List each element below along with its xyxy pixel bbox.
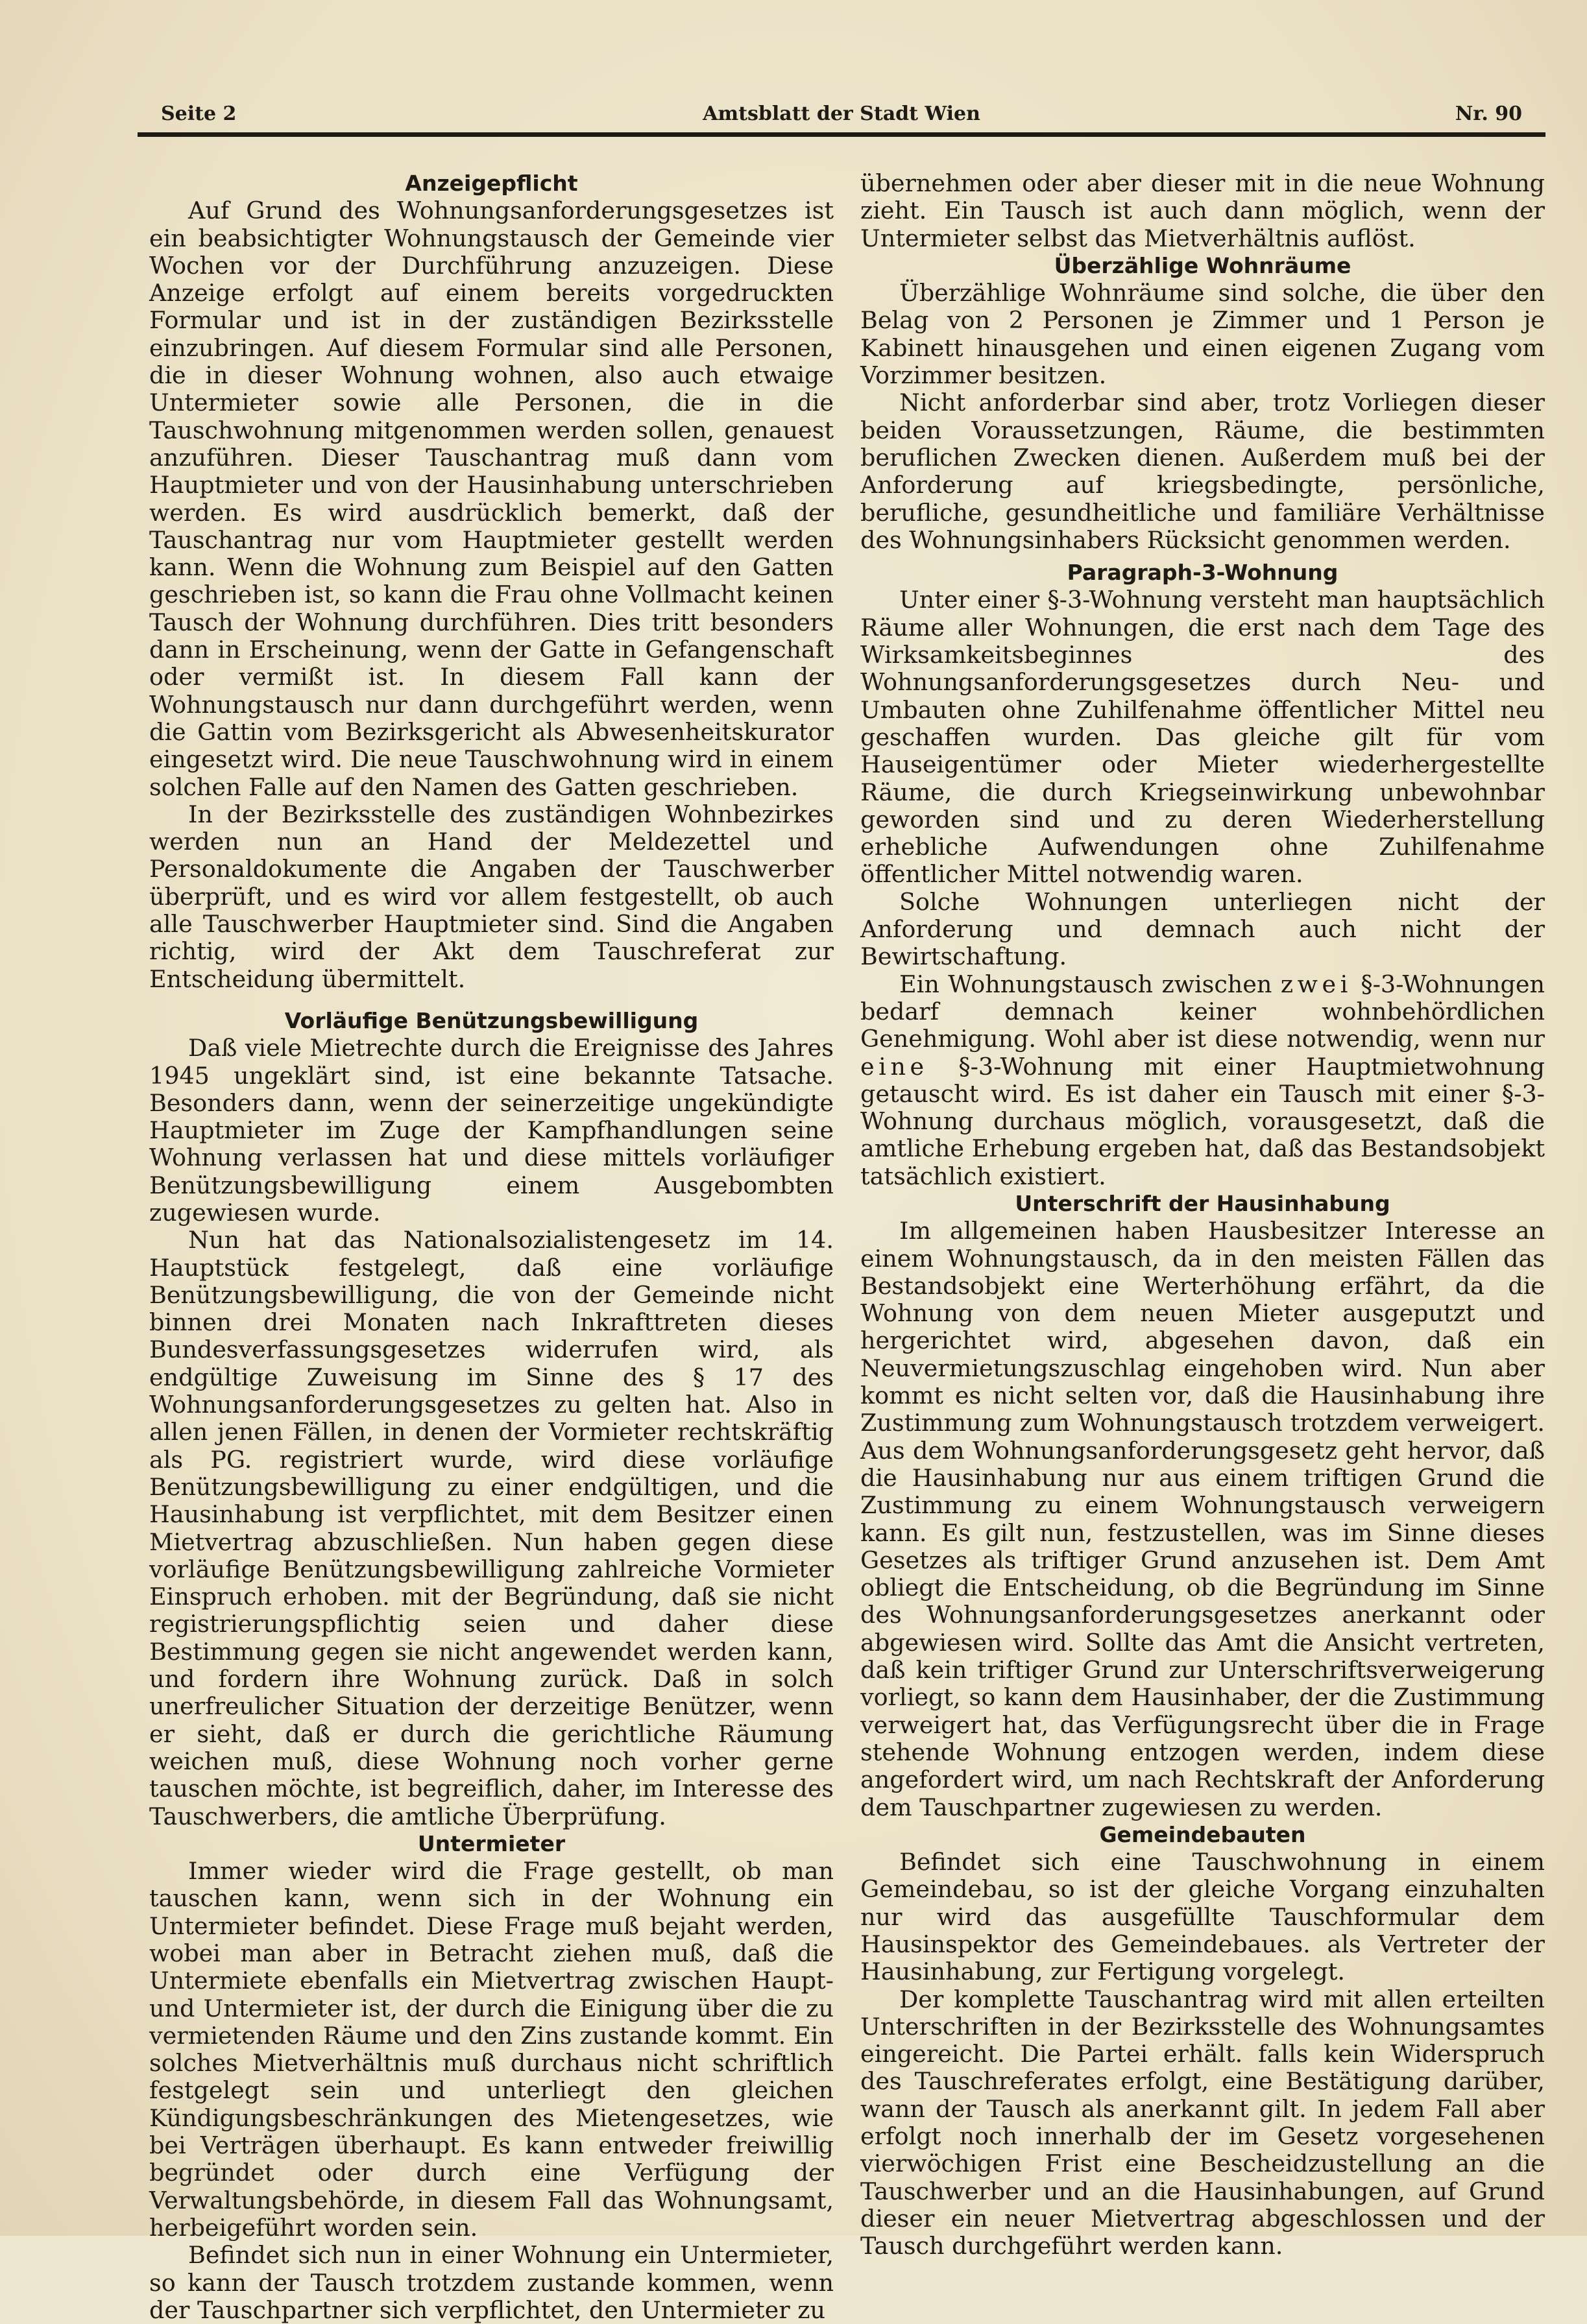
paragraph: Auf Grund des Wohnungsanforderungsgesetzes ist ein beabsichtigter Wohnungstausch der Gemeinde vier Wochen vor der Durchführung anzuzeigen. Diese Anzeige erfolgt auf einem bereits vorgedruckten Formular und ist in der zuständigen Bezirksstelle einzubringen. Auf diesem Formular sind alle Personen, die in dieser Wohnung wohnen, also auch etwaige Untermieter sowie alle Personen, die in die Tauschwohnung mitgenommen werden sollen, genauest anzuführen. Dieser Tauschantrag muß dann vom Hauptmieter und von der Hausinhabung unterschrieben werden. Es wird ausdrücklich bemerkt, daß der Tauschantrag nur vom Hauptmieter gestellt werden kann. Wenn die Wohnung zum Beispiel auf den Gatten geschrieben ist, so kann die Frau ohne Vollmacht keinen Tausch der Wohnung durchführen. Dies tritt besonders dann in Erscheinung, wenn der Gatte in Gefangenschaft oder vermißt ist. In diesem Fall kann der Wohnungstausch nur dann durchgeführt werden, wenn die Gattin vom Bezirksgericht als Abwesenheitskurator eingesetzt wird. Die neue Tauschwohnung wird in einem solchen Falle auf den Namen des Gatten geschrieben. <box>149 197 834 801</box>
heading-unterschrift-der-hausinhabung: Unterschrift der Hausinhabung <box>1015 1190 1390 1216</box>
heading-untermieter: Untermieter <box>417 1830 566 1856</box>
paragraph: Nicht anforderbar sind aber, trotz Vorliegen dieser beiden Voraussetzungen, Räume, die bestimmten beruflichen Zwecken dienen. Außerdem muß bei der Anforderung auf kriegsbedingte, persönliche, berufliche, gesundheitliche und familiäre Verhältnisse des Wohnungsinhabers Rücksicht genommen werden. <box>860 389 1545 554</box>
paragraph: Unter einer §-3-Wohnung versteht man hauptsächlich Räume aller Wohnungen, die erst nach dem Tage des Wirksamkeitsbeginnes des Wohnungsanforderungsgesetzes durch Neu- und Umbauten ohne Zuhilfenahme öffentlicher Mittel neu geschaffen wurden. Das gleiche gilt für vom Hauseigentümer oder Mieter wiederhergestellte Räume, die durch Kriegseinwirkung unbewohnbar geworden sind und zu deren Wiederherstellung erhebliche Aufwendungen ohne Zuhilfenahme öffentlicher Mittel notwendig waren. <box>860 586 1545 889</box>
right-column <box>860 170 1545 2260</box>
paragraph: Der komplette Tauschantrag wird mit allen erteilten Unterschriften in der Bezirksstelle des Wohnungsamtes eingereicht. Die Partei erhält. falls kein Widerspruch des Tauschreferates erfolgt, eine Bestätigung darüber, wann der Tausch als anerkannt gilt. In jedem Fall aber erfolgt noch innerhalb der im Gesetz vorgesehenen vierwöchigen Frist eine Bescheidzustellung an die Tauschwerber und an die Hausinhabungen, auf Grund dieser ein neuer Mietvertrag abgeschlossen und der Tausch durchgeführt werden kann. <box>860 1985 1545 2260</box>
text-run: Ein Wohnungstausch zwischen <box>899 970 1281 998</box>
paragraph-continued: übernehmen oder aber dieser mit in die neue Wohnung zieht. Ein Tausch ist auch dann möglich, wenn der Untermieter selbst das Mietverhältnis auflöst. <box>860 169 1545 252</box>
page-header <box>138 97 1545 130</box>
paragraph: Nun hat das Nationalsozialistengesetz im 14. Hauptstück festgelegt, daß eine vorläufige Benützungsbewilligung, die von der Gemeinde nicht binnen drei Monaten nach Inkrafttreten dieses Bundesverfassungsgesetzes widerrufen wird, als endgültige Zuweisung im Sinne des § 17 des Wohnungsanforderungsgesetzes zu gelten hat. Also in allen jenen Fällen, in denen der Vormieter rechtskräftig als PG. registriert wurde, wird diese vorläufige Benützungsbewilligung zu einer endgültigen, und die Hausinhabung ist verpflichtet, mit dem Besitzer einen Mietvertrag abzuschließen. Nun haben gegen diese vorläufige Benützungsbewilligung zahlreiche Vormieter Einspruch erhoben. mit der Begründung, daß sie nicht registrierungspflichtig seien und daher diese Bestimmung gegen sie nicht angewendet werden kann, und fordern ihre Wohnung zurück. Daß in solch unerfreulicher Situation der derzeitige Benützer, wenn er sieht, daß er durch die gerichtliche Räumung weichen muß, diese Wohnung noch vorher gerne tauschen möchte, ist begreiflich, daher, im Interesse des Tauschwerbers, die amtliche Überprüfung. <box>149 1226 834 1830</box>
paragraph: Befindet sich eine Tauschwohnung in einem Gemeindebau, so ist der gleiche Vorgang einzuhalten nur wird das ausgefüllte Tauschformular dem Hausinspektor des Gemeindebaues. als Vertreter der Hausinhabung, zur Fertigung vorgelegt. <box>860 1848 1545 1986</box>
publication-title: Amtsblatt der Stadt Wien <box>703 102 980 125</box>
heading-vorlaeufige-benuetzungsbewilligung: Vorläufige Benützungsbewilligung <box>284 1007 699 1033</box>
paragraph: Im allgemeinen haben Hausbesitzer Interesse an einem Wohnungstausch, da in den meisten Fällen das Bestandsobjekt eine Werterhöhung erfährt, da die Wohnung von dem neuen Mieter ausgeputzt und hergerichtet wird, abgesehen davon, daß ein Neuvermietungszuschlag eingehoben wird. Nun aber kommt es nicht selten vor, daß die Hausinhabung ihre Zustimmung zum Wohnungstausch trotzdem verweigert. Aus dem Wohnungsanforderungsgesetz geht hervor, daß die Hausinhabung nur aus einem triftigen Grund die Zustimmung zu einem Wohnungstausch verweigern kann. Es gilt nun, festzustellen, was im Sinne dieses Gesetzes als triftiger Grund anzusehen ist. Dem Amt obliegt die Entscheidung, ob die Begründung im Sinne des Wohnungsanforderungsgesetzes anerkannt oder abgewiesen wird. Sollte das Amt die Ansicht vertreten, daß kein triftiger Grund zur Unterschriftsverweigerung vorliegt, so kann dem Hausinhaber, der die Zustimmung verweigert hat, das Verfügungsrecht über die in Frage stehende Wohnung entzogen werden, indem diese angefordert wird, um nach Rechtskraft der Anforderung dem Tauschpartner zugewiesen zu werden. <box>860 1217 1545 1821</box>
paragraph: In der Bezirksstelle des zuständigen Wohnbezirkes werden nun an Hand der Meldezettel und Personaldokumente die Angaben der Tauschwerber überprüft, und es wird vor allem festgestellt, ob auch alle Tauschwerber Hauptmieter sind. Sind die Angaben richtig, wird der Akt dem Tauschreferat zur Entscheidung übermittelt. <box>149 800 834 993</box>
text-run: §-3-Wohnung mit einer Hauptmietwohnung getauscht wird. Es ist daher ein Tausch mit einer §-3-Wohnung durchaus möglich, vorausgesetzt, daß die amtliche Erhebung ergeben hat, daß das Bestandsobjekt tatsächlich existiert. <box>860 1052 1545 1190</box>
paragraph: Überzählige Wohnräume sind solche, die über den Belag von 2 Personen je Zimmer und 1 Person je Kabinett hinausgehen und einen eigenen Zugang vom Vorzimmer besitzen. <box>860 279 1545 390</box>
heading-paragraph-3-wohnung: Paragraph-3-Wohnung <box>1067 560 1339 586</box>
page-number: Seite 2 <box>161 102 237 125</box>
text-run: §-3-Wohnungen bedarf demnach keiner wohnbehördlichen Genehmigung. Wohl aber ist diese notwendig, wenn nur <box>860 970 1545 1053</box>
heading-ueberzaehlige-wohnraeume: Überzählige Wohnräume <box>1054 252 1351 278</box>
header-rule <box>138 132 1545 137</box>
paragraph <box>860 971 1545 1190</box>
left-column <box>149 170 834 2324</box>
paragraph: Immer wieder wird die Frage gestellt, ob man tauschen kann, wenn sich in der Wohnung ein Untermieter befindet. Diese Frage muß bejaht werden, wobei man aber in Betracht ziehen muß, daß die Untermiete ebenfalls ein Mietvertrag zwischen Haupt- und Untermieter ist, der durch die Einigung über die zu vermietenden Räume und den Zins zustande kommt. Ein solches Mietverhältnis muß durchaus nicht schriftlich festgelegt sein und unterliegt den gleichen Kündigungsbeschränkungen des Mietengesetzes, wie bei Verträgen überhaupt. Es kann entweder freiwillig begründet oder durch eine Verfügung der Verwaltungsbehörde, in diesem Fall das Wohnungsamt, herbeigeführt worden sein. <box>149 1857 834 2242</box>
paragraph: Solche Wohnungen unterliegen nicht der Anforderung und demnach auch nicht der Bewirtschaftung. <box>860 887 1545 971</box>
heading-anzeigepflicht: Anzeigepflicht <box>405 171 578 196</box>
paragraph: Befindet sich nun in einer Wohnung ein Untermieter, so kann der Tausch trotzdem zustande kommen, wenn der Tauschpartner sich verpflichtet, den Untermieter zu <box>149 2241 834 2324</box>
paragraph: Daß viele Mietrechte durch die Ereignisse des Jahres 1945 ungeklärt sind, ist eine bekannte Tatsache. Besonders dann, wenn der seinerzeitige ungekündigte Hauptmieter im Zuge der Kampfhandlungen seine Wohnung verlassen hat und diese mittels vorläufiger Benützungsbewilligung einem Ausgebombten zugewiesen wurde. <box>149 1034 834 1227</box>
emphasis-eine: eine <box>860 1052 928 1081</box>
emphasis-zwei: zwei <box>1280 970 1352 998</box>
issue-number: Nr. 90 <box>1455 102 1522 125</box>
heading-gemeindebauten: Gemeindebauten <box>1099 1821 1306 1847</box>
